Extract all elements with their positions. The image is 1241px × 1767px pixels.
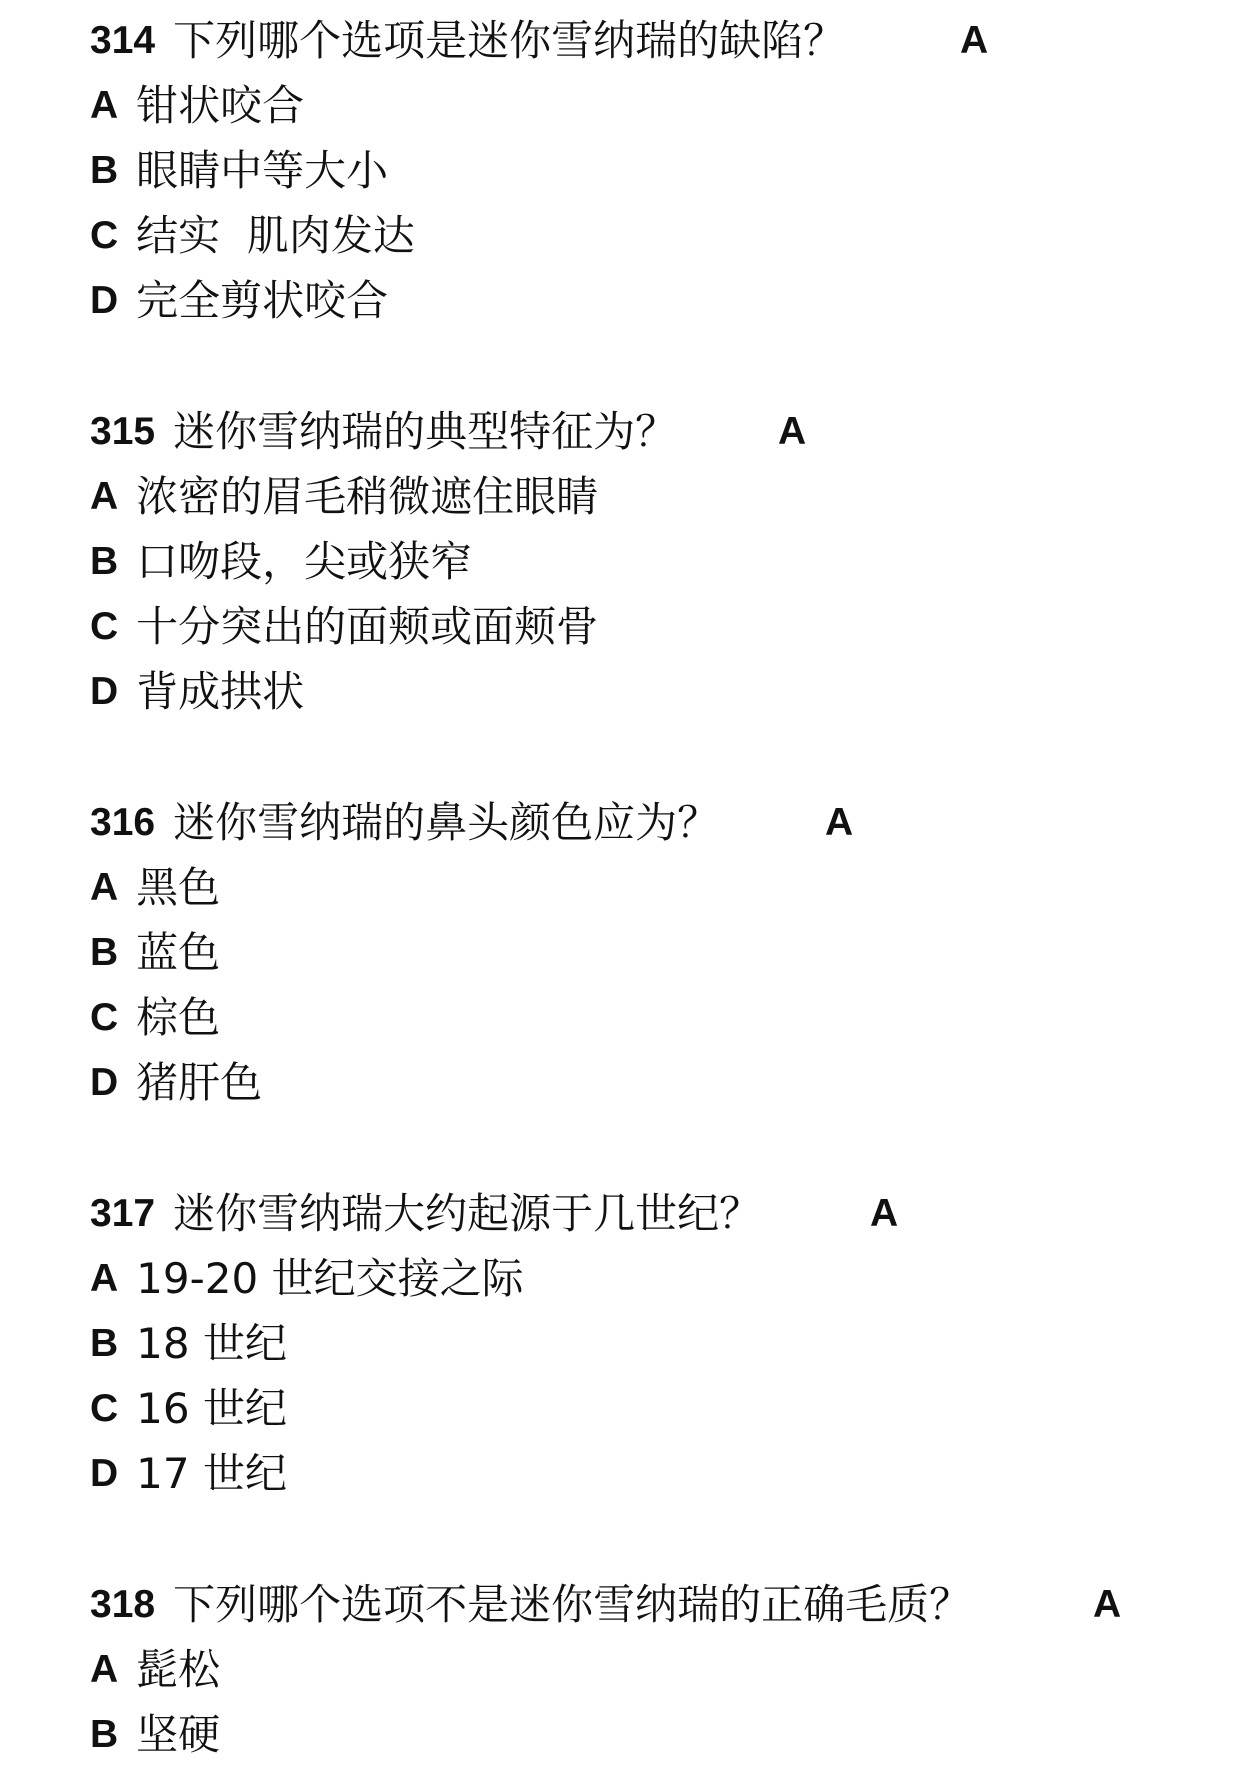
option-letter: D [90, 1452, 119, 1495]
option-letter: D [90, 1061, 119, 1104]
question-text: 下列哪个选项是迷你雪纳瑞的缺陷？ [173, 16, 846, 65]
option-letter: A [90, 1257, 119, 1300]
option-b [90, 529, 1190, 594]
option-d [90, 1050, 1190, 1115]
option-letter: B [90, 931, 119, 974]
answer-key: A [870, 1192, 899, 1235]
option-text: 坚硬 [136, 1710, 221, 1759]
option-text: 结实 肌肉发达 [136, 211, 415, 260]
question-number: 316 [90, 801, 156, 844]
option-letter: B [90, 540, 119, 583]
option-d [90, 1441, 1190, 1506]
option-a [90, 464, 1190, 529]
option-text: 眼睛中等大小 [136, 146, 389, 195]
option-letter: A [90, 84, 119, 127]
question-stem-line [90, 1181, 1190, 1246]
question-stem-line [90, 8, 1190, 73]
question-text: 迷你雪纳瑞的鼻头颜色应为？ [173, 798, 720, 847]
question-stem-line [90, 399, 1190, 464]
option-text: 十分突出的面颊或面颊骨 [136, 602, 599, 651]
option-text: 19-20 世纪交接之际 [136, 1254, 524, 1303]
question-number: 314 [90, 19, 156, 62]
option-letter: B [90, 1322, 119, 1365]
option-letter: B [90, 149, 119, 192]
option-letter: C [90, 214, 119, 257]
question-number: 318 [90, 1583, 156, 1626]
option-letter: A [90, 866, 119, 909]
option-letter: A [90, 475, 119, 518]
question-stem-line [90, 1572, 1190, 1637]
option-c [90, 1376, 1190, 1441]
option-text: 髭松 [136, 1645, 221, 1694]
option-c [90, 985, 1190, 1050]
option-a [90, 1637, 1190, 1702]
option-a [90, 73, 1190, 138]
option-text: 钳状咬合 [136, 81, 305, 130]
question-text: 迷你雪纳瑞大约起源于几世纪？ [173, 1189, 762, 1238]
question-317 [90, 1181, 1190, 1506]
option-text: 棕色 [136, 993, 221, 1042]
answer-key: A [825, 801, 854, 844]
option-text: 完全剪状咬合 [136, 276, 389, 325]
option-text: 18 世纪 [136, 1319, 287, 1368]
option-text: 浓密的眉毛稍微遮住眼睛 [136, 472, 599, 521]
question-stem-line [90, 790, 1190, 855]
question-316 [90, 790, 1190, 1115]
question-number: 317 [90, 1192, 156, 1235]
option-text: 16 世纪 [136, 1384, 287, 1433]
option-a [90, 1246, 1190, 1311]
option-letter: A [90, 1648, 119, 1691]
question-text: 迷你雪纳瑞的典型特征为？ [173, 407, 678, 456]
question-314 [90, 8, 1190, 333]
answer-key: A [778, 410, 807, 453]
option-text: 黑色 [136, 863, 221, 912]
option-letter: C [90, 1387, 119, 1430]
option-b [90, 920, 1190, 985]
option-text: 猪肝色 [136, 1058, 263, 1107]
question-number: 315 [90, 410, 156, 453]
option-letter: C [90, 996, 119, 1039]
question-315 [90, 399, 1190, 724]
option-a [90, 855, 1190, 920]
option-letter: D [90, 279, 119, 322]
question-318 [90, 1572, 1190, 1767]
option-b [90, 1311, 1190, 1376]
option-text: 口吻段，尖或狭窄 [136, 537, 473, 586]
option-text: 蓝色 [136, 928, 221, 977]
option-b [90, 138, 1190, 203]
option-text: 17 世纪 [136, 1449, 287, 1498]
question-text: 下列哪个选项不是迷你雪纳瑞的正确毛质？ [173, 1580, 972, 1629]
option-letter: B [90, 1713, 119, 1756]
option-c [90, 203, 1190, 268]
answer-key: A [960, 19, 989, 62]
option-d [90, 659, 1190, 724]
option-c [90, 594, 1190, 659]
option-letter: D [90, 670, 119, 713]
option-letter: C [90, 605, 119, 648]
option-text: 背成拱状 [136, 667, 305, 716]
option-d [90, 268, 1190, 333]
answer-key: A [1093, 1583, 1122, 1626]
option-b [90, 1702, 1190, 1767]
